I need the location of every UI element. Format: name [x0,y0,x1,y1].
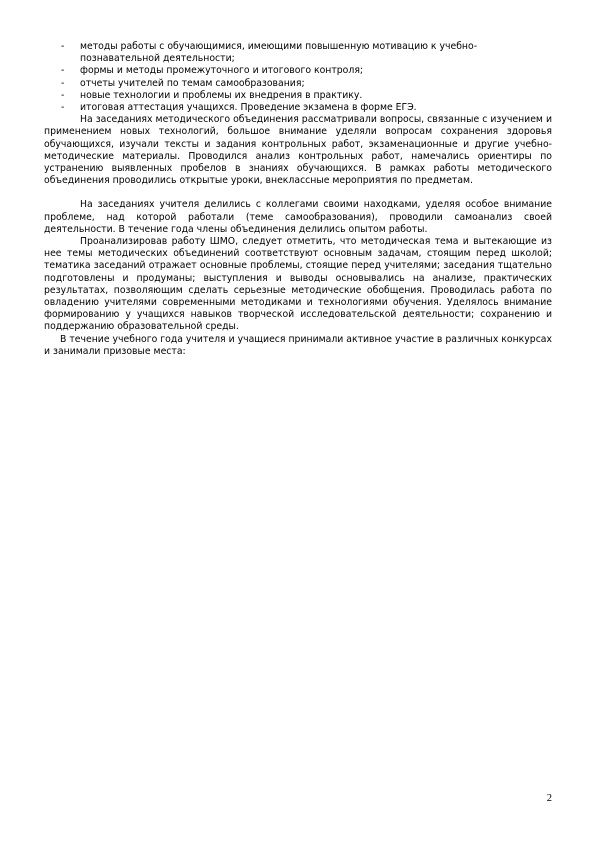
paragraph-analysis: Проанализировав работу ШМО, следует отметить, что методическая тема и вытекающие из нее темы методических объединений соответствуют основным задачам, стоящим перед школой; тематика заседаний отражает основные проблемы, стоящие перед учителями; заседания тщательно подготовлены и продуманы; выступления и выводы основывались на анализе, практических результатах, позволяющим сделать серьезные методические обобщения. Проводилась работа по овладению учителями современными методиками и технологиями обучения. Уделялось внимание формированию у учащихся навыков творческой исследовательской деятельности; сохранению и поддержанию образовательной среды. [44,236,552,333]
list-item [44,41,552,65]
topics-list [44,41,552,114]
list-item [44,102,552,114]
list-item [44,65,552,77]
list-item [44,90,552,102]
list-item-text: новые технологии и проблемы их внедрения в практику. [80,89,363,101]
list-item-text: итоговая аттестация учащихся. Проведение экзамена в форме ЕГЭ. [80,102,417,114]
list-item [44,78,552,90]
paragraph-experience: На заседаниях учителя делились с коллегами своими находками, уделяя особое внимание проблеме, над которой работали (теме самообразования), проводили самоанализ своей деятельности. В течение года члены объединения делились опытом работы. [44,199,552,235]
list-item-text: методы работы с обучающимися, имеющими повышенную мотивацию к учебно-познавательной деятельности; [80,41,478,65]
list-marker: - [61,102,65,114]
paragraph-contests: В течение учебного года учителя и учащиеся принимали активное участие в различных конкурсах и занимали призовые места: [44,333,552,357]
list-marker: - [61,89,65,101]
paragraph-gap [44,187,552,199]
paragraph-meetings: На заседаниях методического объединения рассматривали вопросы, связанные с изучением и применением новых технологий, большое внимание уделяли вопросам сохранения здоровья обучающихся, изучали тексты и задания контрольных работ, экзаменационные и другие учебно-методические материалы. Проводился анализ контрольных работ, намечались ориентиры по устранению выявленных пробелов в знаниях обучающихся. В рамках работы методического объединения проводились открытые уроки, внеклассные мероприятия по предметам. [44,114,552,187]
list-item-text: отчеты учителей по темам самообразования; [80,77,305,89]
page-content [44,41,552,358]
list-marker: - [61,65,65,77]
list-marker: - [61,77,65,89]
list-marker: - [61,41,65,52]
list-item-text: формы и методы промежуточного и итогового контроля; [80,65,364,77]
page-number: 2 [546,793,552,804]
